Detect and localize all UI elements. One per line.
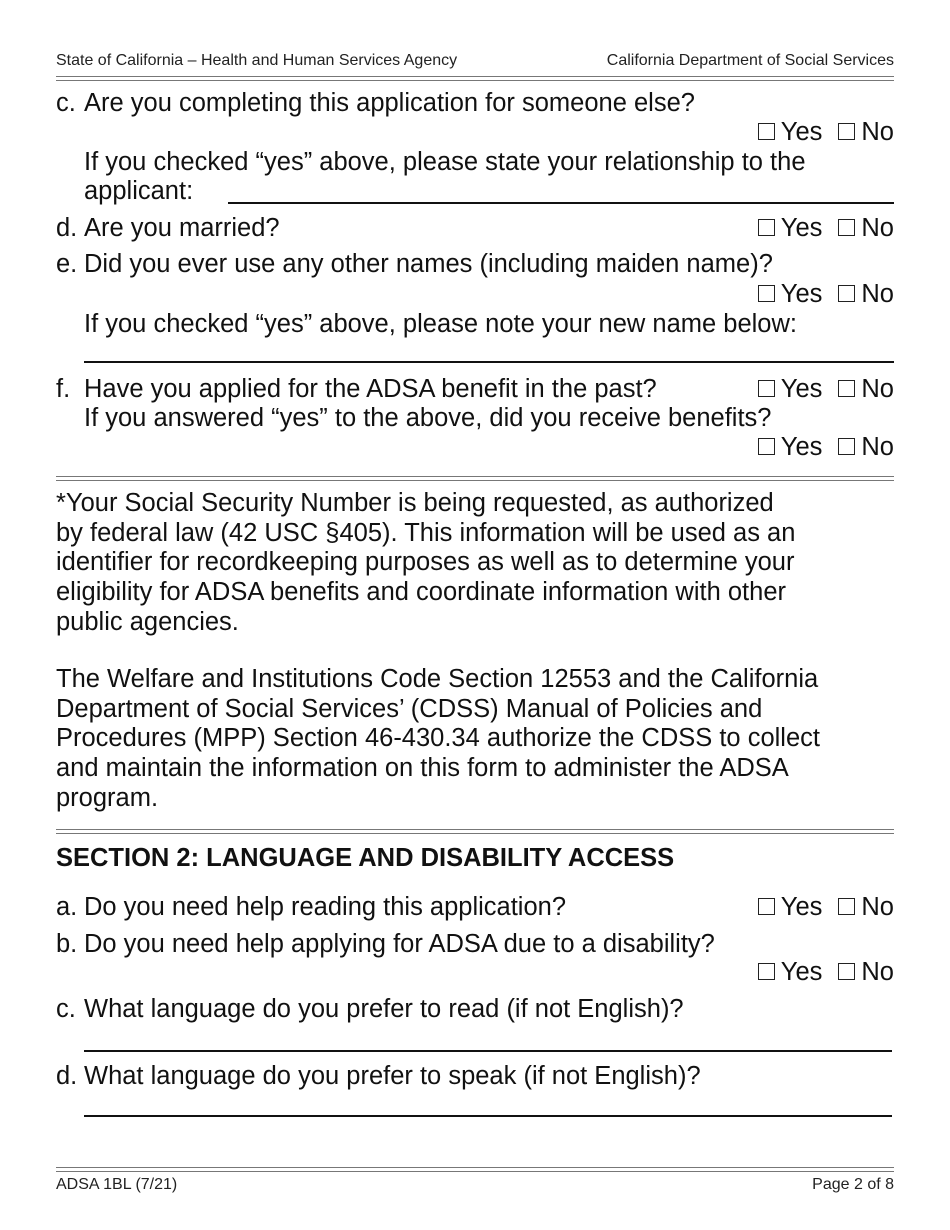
question-e-text: Did you ever use any other names (including maiden name)? <box>84 250 773 278</box>
question-f-followup-yes[interactable]: Yes <box>758 433 823 461</box>
checkbox-icon[interactable] <box>758 963 775 980</box>
form-id: ADSA 1BL (7/21) <box>56 1176 178 1193</box>
question-d-options <box>758 213 894 243</box>
checkbox-icon[interactable] <box>838 963 855 980</box>
question-f-followup-no[interactable]: No <box>838 433 894 461</box>
question-c-yes[interactable]: Yes <box>758 118 823 146</box>
checkbox-icon[interactable] <box>758 898 775 915</box>
page-number: Page 2 of 8 <box>812 1176 894 1193</box>
checkbox-icon[interactable] <box>838 285 855 302</box>
question-d-text: Are you married? <box>84 214 280 242</box>
question-c-letter: c. <box>56 89 76 117</box>
question-c-followup: If you checked “yes” above, please state your relationship to the <box>84 148 806 176</box>
question-e-options <box>758 279 894 309</box>
question-d-yes[interactable]: Yes <box>758 214 823 242</box>
s2-question-b-no[interactable]: No <box>838 958 894 986</box>
s2-question-b-yes[interactable]: Yes <box>758 958 823 986</box>
footer-divider <box>56 1167 894 1172</box>
checkbox-icon[interactable] <box>838 380 855 397</box>
question-e-yes[interactable]: Yes <box>758 280 823 308</box>
relationship-input-line[interactable] <box>228 202 894 204</box>
speak-language-input-line[interactable] <box>84 1115 892 1117</box>
agency-name: State of California – Health and Human Services Agency <box>56 52 458 69</box>
new-name-input-line[interactable] <box>84 361 894 363</box>
section-2-title: SECTION 2: LANGUAGE AND DISABILITY ACCESS <box>56 844 675 872</box>
s2-question-a-no[interactable]: No <box>838 893 894 921</box>
s2-question-c-text: What language do you prefer to read (if not English)? <box>84 995 684 1023</box>
s2-question-a-options <box>758 892 894 922</box>
question-d-letter: d. <box>56 214 78 242</box>
question-c-options <box>758 117 894 147</box>
question-e-letter: e. <box>56 250 78 278</box>
question-e-no[interactable]: No <box>838 280 894 308</box>
s2-question-d-letter: d. <box>56 1062 78 1090</box>
s2-question-d-text: What language do you prefer to speak (if not English)? <box>84 1062 701 1090</box>
s2-question-a-text: Do you need help reading this application? <box>84 893 567 921</box>
s2-question-a-letter: a. <box>56 893 78 921</box>
checkbox-icon[interactable] <box>838 123 855 140</box>
department-name: California Department of Social Services <box>606 52 894 69</box>
checkbox-icon[interactable] <box>758 123 775 140</box>
question-c-applicant-label: applicant: <box>84 177 194 205</box>
checkbox-icon[interactable] <box>758 380 775 397</box>
checkbox-icon[interactable] <box>838 219 855 236</box>
s2-question-b-text: Do you need help applying for ADSA due to a disability? <box>84 930 715 958</box>
authority-notice: The Welfare and Institutions Code Section 12553 and the California Department of Social Services’ (CDSS) Manual of Policies and Procedures (MPP) Section 46-430.34 authorize the CDSS to collect and maintain the information on this form to administer the ADSA program. <box>56 665 820 812</box>
question-f-letter: f. <box>56 375 71 403</box>
checkbox-icon[interactable] <box>838 438 855 455</box>
question-f-followup: If you answered “yes” to the above, did you receive benefits? <box>84 404 772 432</box>
s2-question-b-letter: b. <box>56 930 78 958</box>
question-f-no[interactable]: No <box>838 375 894 403</box>
checkbox-icon[interactable] <box>758 438 775 455</box>
question-c-no[interactable]: No <box>838 118 894 146</box>
header-divider <box>56 76 894 81</box>
s2-question-c-letter: c. <box>56 995 76 1023</box>
checkbox-icon[interactable] <box>838 898 855 915</box>
question-f-options <box>758 374 894 404</box>
ssn-notice: *Your Social Security Number is being requested, as authorized by federal law (42 USC §405). This information will be used as an identifier for recordkeeping purposes as well as to determine your eligibility for ADSA benefits and coordinate information with other public agencies. <box>56 489 796 636</box>
question-d-no[interactable]: No <box>838 214 894 242</box>
checkbox-icon[interactable] <box>758 285 775 302</box>
s2-question-a-yes[interactable]: Yes <box>758 893 823 921</box>
question-f-text: Have you applied for the ADSA benefit in the past? <box>84 375 657 403</box>
read-language-input-line[interactable] <box>84 1050 892 1052</box>
question-c-text: Are you completing this application for someone else? <box>84 89 695 117</box>
question-f-yes[interactable]: Yes <box>758 375 823 403</box>
checkbox-icon[interactable] <box>758 219 775 236</box>
section-divider <box>56 829 894 834</box>
s2-question-b-options <box>758 957 894 987</box>
question-e-followup: If you checked “yes” above, please note your new name below: <box>84 310 797 338</box>
section-divider <box>56 476 894 481</box>
question-f-followup-options <box>758 432 894 462</box>
